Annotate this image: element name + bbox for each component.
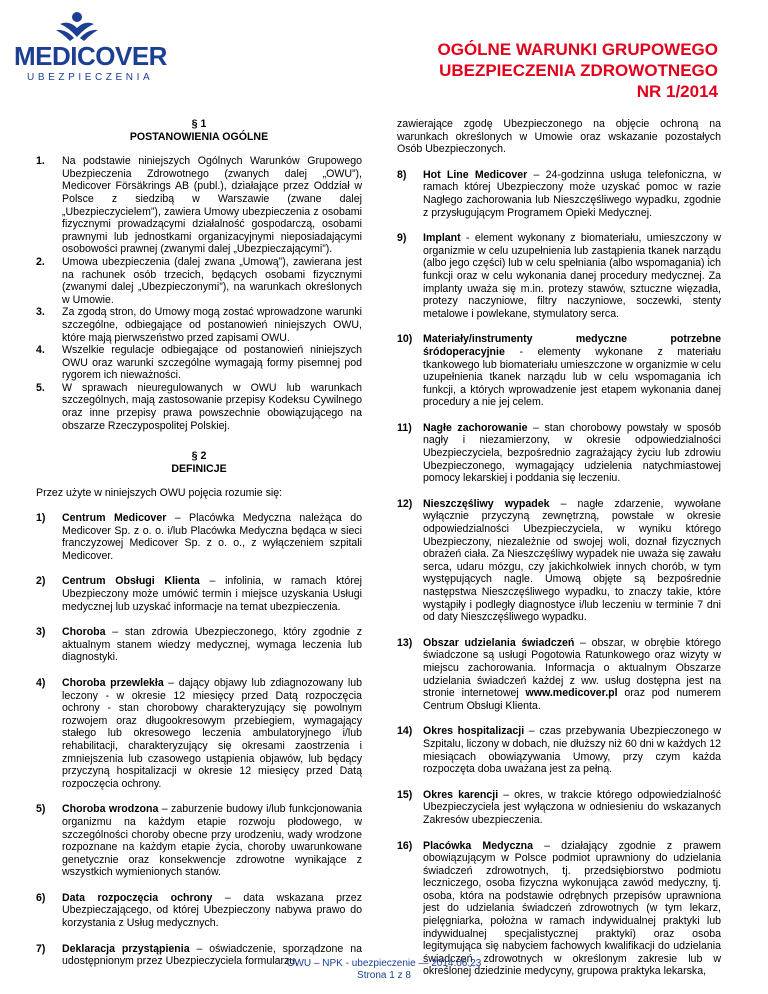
section-1-list — [36, 155, 362, 432]
definition-item: 10) Materiały/instrumenty medyczne potrzebne śródoperacyjnie - elementy wykonane z materiału tkankowego lub biomateriału umieszczone w organizmie w celu uzupełnienia tkanek narządu lub w celu wspomagania ich funkcji, a których wprowadzenie jest etapem wykonania danej procedury a nie jej celem. — [397, 333, 721, 409]
section-1-number: § 1 — [191, 118, 207, 130]
medicover-logo-icon — [14, 10, 142, 44]
page-number: Strona 1 z 8 — [357, 970, 411, 981]
definition-item: 11) Nagłe zachorowanie – stan chorobowy powstały w sposób nagły i niezamierzony, w okresie odpowiedzialności Ubezpieczyciela, bezpośrednio zagrażający życiu lub zdrowiu Ubezpieczonego, wymagający udzielenia natychmiastowej pomocy lekarskiej i poddania się leczeniu. — [397, 421, 721, 485]
section-2-number: § 2 — [191, 450, 207, 463]
definition-item: 8) Hot Line Medicover – 24-godzinna usługa telefoniczna, w ramach której Ubezpieczony może uzyskać pomoc w razie Nagłego zachorowania lub Nieszczęśliwego wypadku, zgodnie z przysługującym Programem Opieki Medycznej. — [397, 168, 721, 219]
list-item: 5. W sprawach nieuregulowanych w OWU lub warunkach szczególnych, mają zastosowanie przepisy Kodeksu Cywilnego oraz inne przepisy prawa powszechnie obowiązującego na obszarze Rzeczypospolitej Polskiej. — [36, 381, 362, 432]
website-link[interactable]: www.medicover.pl — [525, 687, 618, 700]
title-line-3: NR 1/2014 — [636, 82, 718, 101]
document-title — [438, 39, 719, 102]
brand-logo — [14, 10, 167, 83]
definition-item: 5) Choroba wrodzona – zaburzenie budowy i/lub funkcjonowania organizmu na każdym etapie rozwoju płodowego, w szczególności choroby obecne przy urodzeniu, wady wrodzone rozpoznane na każdym etapie życia, choroby uwarunkowane genetycznie oraz konsekwencje zdrowotne wynikające z wszystkich wymienionych stanów. — [36, 803, 362, 879]
definition-item: 16) Placówka Medyczna – działający zgodnie z prawem obowiązującym w Polsce podmiot uprawniony do udzielania świadczeń zdrowotnych, tj. przedsiębiorstwo podmiotu leczniczego, osoba fizyczna wykonująca zawód medyczny, tj. osoba, która na podstawie odrębnych przepisów uprawniona jest do udzielania świadczeń zdrowotnych (w tym lekarz, pielęgniarka, położna w ramach indywidualnej praktyki lub indywidualnej specjalistycznej praktyki) oraz osoba legitymująca się nabyciem fachowych kwalifikacji do udzielania świadczeń zdrowotnych w określonym zakresie lub w określonej dziedzinie medycyny, grupowa praktyka lekarska, — [397, 839, 721, 978]
definition-item: 3) Choroba – stan zdrowia Ubezpieczonego, który zgodnie z aktualnym stanem wiedzy medycznej, wymaga leczenia lub diagnostyki. — [36, 626, 362, 664]
section-1-title: POSTANOWIENIA OGÓLNE — [129, 130, 269, 143]
definition-item: 7) Deklaracja przystąpienia – oświadczenie, sporządzone na udostępnionym przez Ubezpieczyciela formularzu, — [36, 942, 362, 968]
section-2-title: DEFINICJE — [171, 462, 227, 475]
page-footer — [0, 958, 768, 982]
definition-item: 12) Nieszczęśliwy wypadek – nagłe zdarzenie, wywołane wyłącznie przyczyną zewnętrzną, powstałe w okresie odpowiedzialności Ubezpieczyciela, w wyniku którego Ubezpieczony, niezależnie od swojej woli, doznał fizycznych obrażeń ciała. Za Nieszczęśliwy wypadek nie uważa się zawału serca, udaru mózgu, czy jakichkolwiek innych chorób, w tym występujących nagle. Umową objęte są bezpośrednie następstwa Nieszczęśliwego wypadku, to znaczy takie, które wystąpiły i podległy diagnostyce i/lub leczeniu w terminie 7 dni od daty Nieszczęśliwego wypadku. — [397, 497, 722, 624]
list-item: 4. Wszelkie regulacje odbiegające od postanowień niniejszych OWU oraz warunki szczególne wymagają formy pisemnej pod rygorem ich nieważności. — [36, 344, 362, 382]
definition-item: 14) Okres hospitalizacji – czas przebywania Ubezpieczonego w Szpitalu, liczony w dobach, nie dłuższy niż 60 dni w każdych 12 miesiącach obowiązywania Umowy, przy czym każda rozpoczęta doba uważana jest za pełną. — [397, 725, 721, 776]
continued-text: zawierające zgodę Ubezpieczonego na objęcie ochroną na warunkach określonych w Umowie oraz wskazanie pozostałych Osób Ubezpieczonych. — [397, 118, 721, 156]
definition-item: 9) Implant - element wykonany z biomateriału, umieszczony w organizmie w celu uzupełnienia lub zastąpienia tkanek narządu (albo jego części) lub w celu spełniania (albo wspomagania) ich funkcji oraz w celu wykonania danej procedury medycznej. Za implanty uważa się m.in. protezy stawów, sztuczne więzadła, protezy naczyniowe, filtry naczyniowe, soczewki, stenty metalowe i powlekane, stymulatory serca. — [397, 232, 721, 320]
definitions-intro: Przez użyte w niniejszych OWU pojęcia rozumie się: — [36, 487, 283, 500]
brand-name: MEDICOVER — [14, 41, 167, 71]
list-item: 3. Za zgodą stron, do Umowy mogą zostać wprowadzone warunki szczególne, odbiegające od postanowień niniejszych OWU, które mają pierwszeństwo przed zapisami OWU. — [36, 306, 362, 344]
definition-item: 1) Centrum Medicover – Placówka Medyczna należąca do Medicover Sp. z o. o. i/lub Placówka Medyczna będąca w sieci franczyzowej Medicover Sp. z o. o., z wyłączeniem szpitali Medicover. — [36, 512, 362, 562]
left-column — [36, 118, 362, 968]
title-line-1: OGÓLNE WARUNKI GRUPOWEGO — [437, 40, 718, 59]
footer-doc-id: OWU – NPK - ubezpieczenie — 2014.06.23 — [286, 958, 482, 969]
definition-item: 13) Obszar udzielania świadczeń – obszar, w obrębie którego świadczone są usługi Pogotowia Ratunkowego oraz wizyty w miejscu zachorowania. Informacja o aktualnym Obszarze udzielania świadczeń każdej z ww. usług dostępna jest na stronie internetowej www.medicover.pl oraz pod numerem Centrum Obsługi Klienta. — [397, 636, 722, 712]
title-line-2: UBEZPIECZENIA ZDROWOTNEGO — [439, 61, 718, 80]
definition-item: 15) Okres karencji – okres, w trakcie którego odpowiedzialność Ubezpieczyciela jest wyłączona w odniesieniu do wskazanych Zakresów ubezpieczenia. — [397, 788, 721, 826]
list-item: 2. Umowa ubezpieczenia (dalej zwana „Umową”), zawierana jest na rachunek osób trzecich, będących osobami fizycznymi (zwanymi dalej „Ubezpieczonymi”), na warunkach określonych w Umowie. — [36, 255, 362, 306]
definition-item: 4) Choroba przewlekła – dający objawy lub zdiagnozowany lub leczony - w okresie 12 miesięcy przed Datą rozpoczęcia ochrony - stan chorobowy charakteryzujący się powolnym rozwojem oraz długookresowym przebiegiem, wymagający stałego lub okresowego leczenia ambulatoryjnego i/lub rehabilitacji, charakteryzujący się okresami zaostrzenia i zmniejszenia lub czasowego ustąpienia objawów, lub będący przyczyną hospitalizacji w okresie 12 miesięcy przed Datą rozpoczęcia ochrony. — [36, 676, 363, 790]
definition-item: 6) Data rozpoczęcia ochrony – data wskazana przez Ubezpieczającego, od której Ubezpieczony nabywa prawo do korzystania z Usług medycznych. — [36, 891, 362, 930]
list-item: 1. Na podstawie niniejszych Ogólnych Warunków Grupowego Ubezpieczenia Zdrowotnego (zwanych dalej „OWU”), Medicover Försäkrings AB (publ.), działające przez Oddział w Polsce z siedzibą w Warszawie (zwane dalej „Ubezpieczycielem”), zawiera Umowy ubezpieczenia z osobami fizycznymi prowadzącymi działalność gospodarczą, osobami prawnymi lub jednostkami organizacyjnymi nieposiadającymi osobowości prawnej (zwanymi dalej „Ubezpieczającymi”). — [36, 155, 362, 256]
definition-item: 2) Centrum Obsługi Klienta – infolinia, w ramach której Ubezpieczony może umówić termin i miejsce uzyskania Usługi medycznej lub uzyskać informacje na temat ubezpieczenia. — [36, 575, 362, 613]
brand-subtitle: UBEZPIECZENIA — [27, 72, 154, 83]
right-column — [397, 118, 721, 978]
